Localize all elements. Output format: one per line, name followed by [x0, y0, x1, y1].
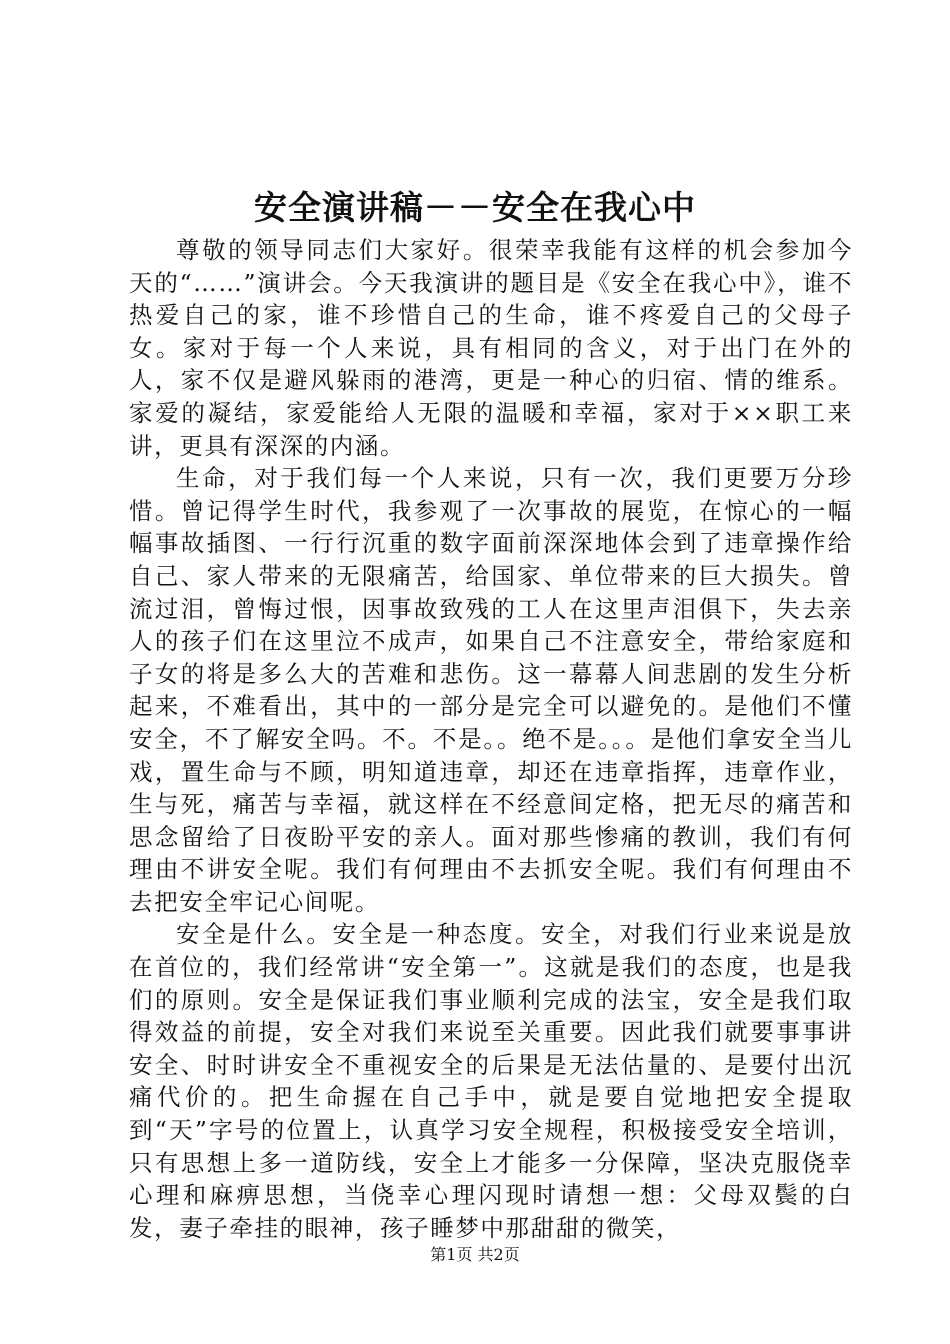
paragraph-1: 尊敬的领导同志们大家好。很荣幸我能有这样的机会参加今天的“……”演讲会。今天我演讲的题目是《安全在我心中》，谁不热爱自己的家，谁不珍惜自己的生命，谁不疼爱自己的父母子女。家对于每一个人来说，具有相同的含义，对于出门在外的人，家不仅是避风躲雨的港湾，更是一种心的归宿、情的维系。家爱的凝结，家爱能给人无限的温暖和幸福，家对于××职工来讲，更具有深深的内涵。 — [129, 236, 853, 460]
paragraph-3: 安全是什么。安全是一种态度。安全，对我们行业来说是放在首位的，我们经常讲“安全第一”。这就是我们的态度，也是我们的原则。安全是保证我们事业顺利完成的法宝，安全是我们取得效益的前提，安全对我们来说至关重要。因此我们就要事事讲安全、时时讲安全不重视安全的后果是无法估量的、是要付出沉痛代价的。把生命握在自己手中，就是要自觉地把安全提取到“天”字号的位置上，认真学习安全规程，积极接受安全培训，只有思想上多一道防线，安全上才能多一分保障，坚决克服侥幸心理和麻痹思想，当侥幸心理闪现时请想一想：父母双鬓的白发，妻子牵挂的眼神，孩子睡梦中那甜甜的微笑， — [129, 920, 853, 1242]
document-title: 安全演讲稿－－安全在我心中 — [254, 188, 696, 227]
page-footer: 第1页 共2页 — [430, 1245, 520, 1264]
paragraph-2: 生命，对于我们每一个人来说，只有一次，我们更要万分珍惜。曾记得学生时代，我参观了一次事故的展览，在惊心的一幅幅事故插图、一行行沉重的数字面前深深地体会到了违章操作给自己、家人带来的无限痛苦，给国家、单位带来的巨大损失。曾流过泪，曾悔过恨，因事故致残的工人在这里声泪俱下，失去亲人的孩子们在这里泣不成声，如果自己不注意安全，带给家庭和子女的将是多么大的苦难和悲伤。这一幕幕人间悲剧的发生分析起来，不难看出，其中的一部分是完全可以避免的。是他们不懂安全，不了解安全吗。不。不是。。绝不是。。。是他们拿安全当儿戏，置生命与不顾，明知道违章，却还在违章指挥，违章作业，生与死，痛苦与幸福，就这样在不经意间定格，把无尽的痛苦和思念留给了日夜盼平安的亲人。面对那些惨痛的教训，我们有何理由不讲安全呢。我们有何理由不去抓安全呢。我们有何理由不去把安全牢记心间呢。 — [129, 464, 853, 916]
document-body — [129, 234, 853, 1244]
